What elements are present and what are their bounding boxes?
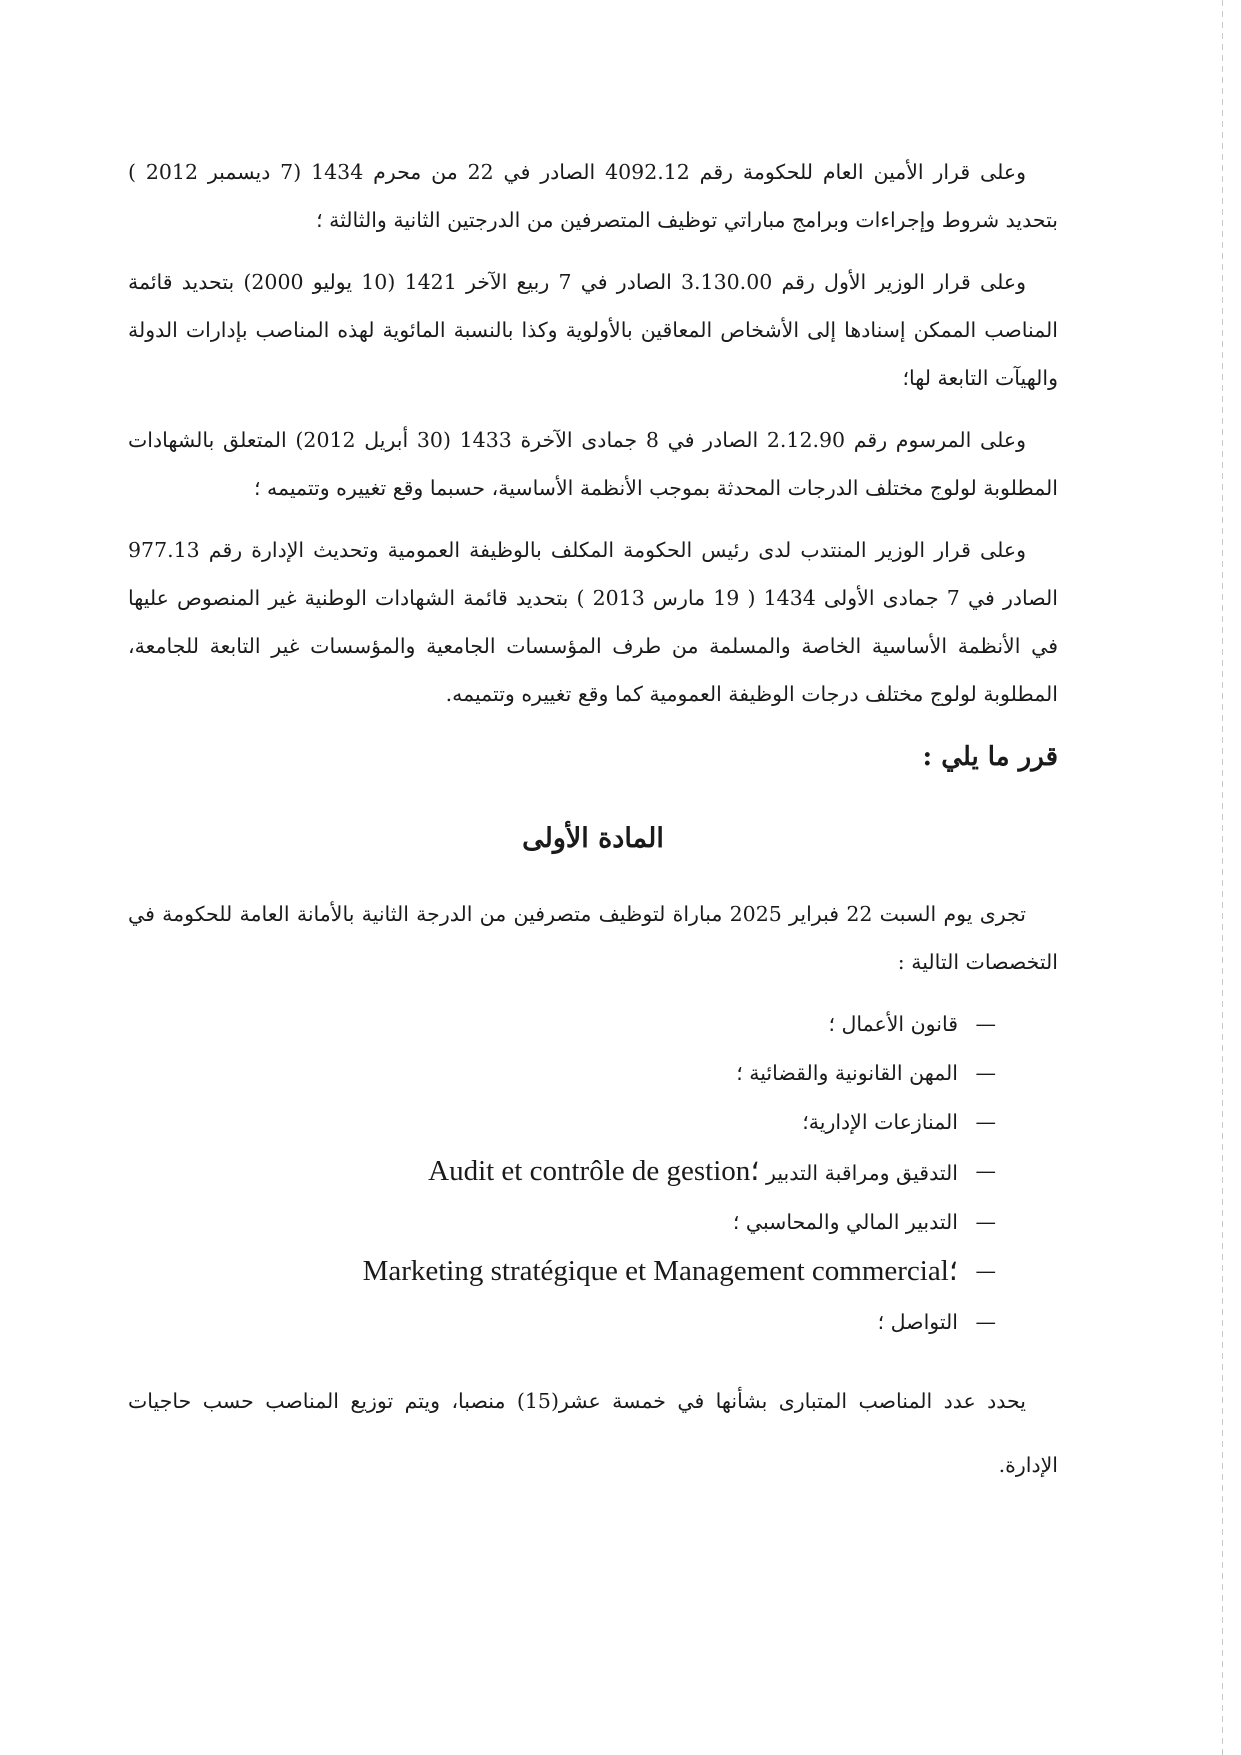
specialty-label: التواصل ؛ (877, 1310, 958, 1334)
specialty-label-french: Audit et contrôle de gestion؛ (428, 1155, 760, 1187)
dash-bullet: — (975, 1110, 996, 1134)
dash-bullet: — (975, 1259, 996, 1283)
specialty-label-french: Marketing stratégique et Management commercial؛ (362, 1255, 958, 1287)
specialty-label: التدقيق ومراقبة التدبير (766, 1161, 958, 1185)
paragraph-decision-3130: وعلى قرار الوزير الأول رقم 3.130.00 الصادر في 7 ربيع الآخر 1421 (10 يوليو 2000) بتحديد قائمة المناصب الممكن إسنادها إلى الأشخاص المعاقين بالأولوية وكذا بالنسبة المائوية لهذه المناصب بإدارات الدولة والهيآت التابعة لها؛ (128, 270, 1058, 390)
scan-edge-decoration (1222, 0, 1223, 1755)
decides-heading: قرر ما يلي : (922, 742, 1058, 772)
list-item (128, 1098, 1058, 1147)
dash-bullet: — (975, 1159, 996, 1183)
specialty-label: التدبير المالي والمحاسبي ؛ (732, 1210, 958, 1234)
list-item (128, 1147, 1058, 1198)
list-item (128, 1000, 1058, 1049)
specialty-label: المهن القانونية والقضائية ؛ (736, 1061, 958, 1085)
specialty-label: قانون الأعمال ؛ (828, 1012, 958, 1036)
positions-count-paragraph: يحدد عدد المناصب المتبارى بشأنها في خمسة عشر(15) منصبا، ويتم توزيع المناصب حسب حاجيات الإدارة. (128, 1389, 1058, 1477)
paragraph-decision-4092: وعلى قرار الأمين العام للحكومة رقم 4092.12 الصادر في 22 من محرم 1434 (7 ديسمبر 2012 ) بتحديد شروط وإجراءات وبرامج مباراتي توظيف المتصرفين من الدرجتين الثانية والثالثة ؛ (128, 160, 1058, 232)
list-item (128, 1198, 1058, 1247)
dash-bullet: — (975, 1061, 996, 1085)
list-item (128, 1247, 1058, 1298)
article-one-title: المادة الأولى (522, 823, 664, 854)
article-intro: تجرى يوم السبت 22 فبراير 2025 مباراة لتوظيف متصرفين من الدرجة الثانية بالأمانة العامة للحكومة في التخصصات التالية : (128, 902, 1058, 974)
list-item (128, 1049, 1058, 1098)
paragraph-decree-2-12-90: وعلى المرسوم رقم 2.12.90 الصادر في 8 جمادى الآخرة 1433 (30 أبريل 2012) المتعلق بالشهادات المطلوبة لولوج مختلف الدرجات المحدثة بموجب الأنظمة الأساسية، حسبما وقع تغييره وتتميمه ؛ (128, 428, 1058, 500)
document-body (128, 148, 1058, 1511)
dash-bullet: — (975, 1210, 996, 1234)
list-item (128, 1298, 1058, 1347)
specialty-label: المنازعات الإدارية؛ (802, 1110, 958, 1134)
specialties-list (128, 1000, 1058, 1347)
dash-bullet: — (975, 1310, 996, 1334)
paragraph-decision-977: وعلى قرار الوزير المنتدب لدى رئيس الحكومة المكلف بالوظيفة العمومية وتحديث الإدارة رقم 977.13 الصادر في 7 جمادى الأولى 1434 ( 19 مارس 2013 ) بتحديد قائمة الشهادات الوطنية غير المنصوص عليها في الأنظمة الأساسية الخاصة والمسلمة من طرف المؤسسات الجامعية والمؤسسات غير التابعة للجامعة، المطلوبة لولوج مختلف درجات الوظيفة العمومية كما وقع تغييره وتتميمه. (128, 538, 1058, 706)
dash-bullet: — (975, 1012, 996, 1036)
